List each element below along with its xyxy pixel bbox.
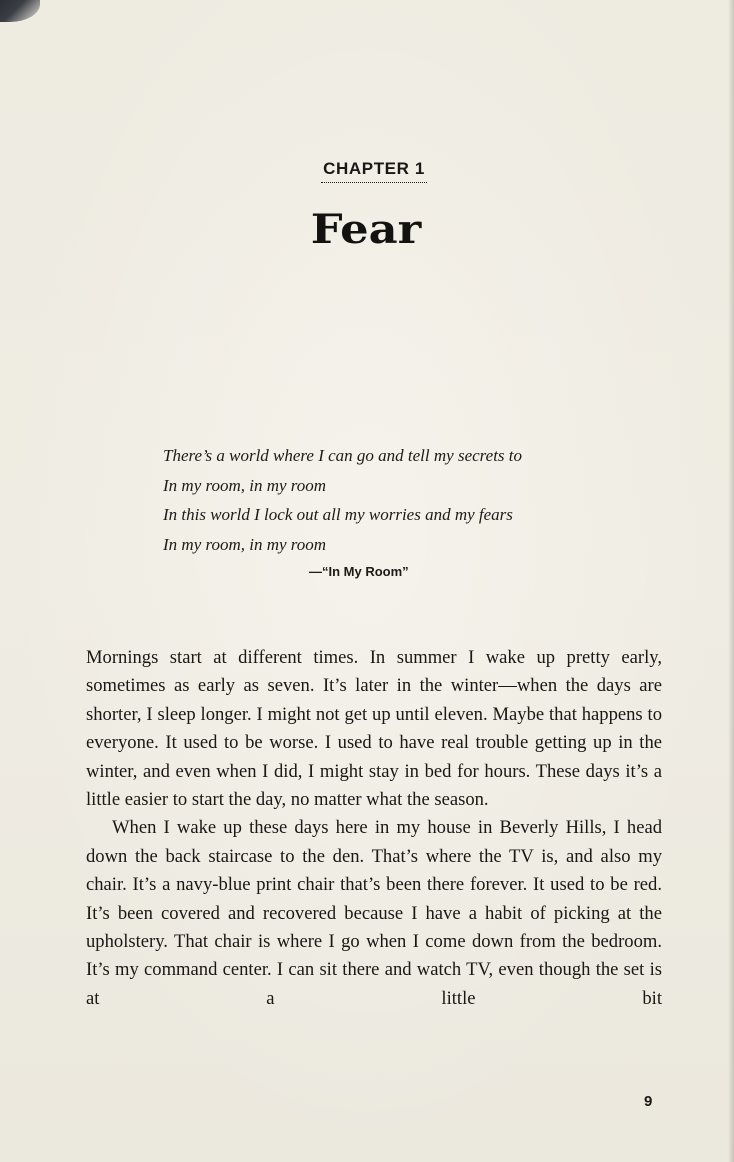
- epigraph: [163, 441, 633, 559]
- chapter-title: Fear: [310, 206, 422, 253]
- epigraph-line: In this world I lock out all my worries and my fears: [163, 505, 513, 524]
- epigraph-line: In my room, in my room: [163, 475, 327, 495]
- page-number: 9: [644, 1093, 653, 1110]
- epigraph-line: There’s a world where I can go and tell my secrets to: [163, 446, 523, 465]
- body-text: [86, 644, 662, 1013]
- epigraph-line: In my room, in my room: [163, 534, 327, 554]
- paragraph: When I wake up these days here in my house in Beverly Hills, I head down the back staircase to the den. That’s where the TV is, and also my chair. It’s a navy-blue print chair that’s been there forever. It used to be red. It’s been covered and recovered because I have a habit of picking at the upholstery. That chair is where I go when I come down from the bedroom. It’s my command center. I can sit there and watch TV, even though the set is at a little bit: [86, 817, 662, 1009]
- chapter-label-text: CHAPTER 1: [321, 159, 427, 183]
- chapter-label: [0, 159, 734, 183]
- page-corner-shadow: [0, 0, 40, 22]
- epigraph-attribution: —“In My Room”: [309, 564, 409, 579]
- paragraph: Mornings start at different times. In summer I wake up pretty early, sometimes as early as seven. It’s later in the winter—when the days are shorter, I sleep longer. I might not get up until eleven. Maybe that happens to everyone. It used to be worse. I used to have real trouble getting up in the winter, and even when I did, I might stay in bed for hours. These days it’s a little easier to start the day, no matter what the season.: [86, 647, 662, 811]
